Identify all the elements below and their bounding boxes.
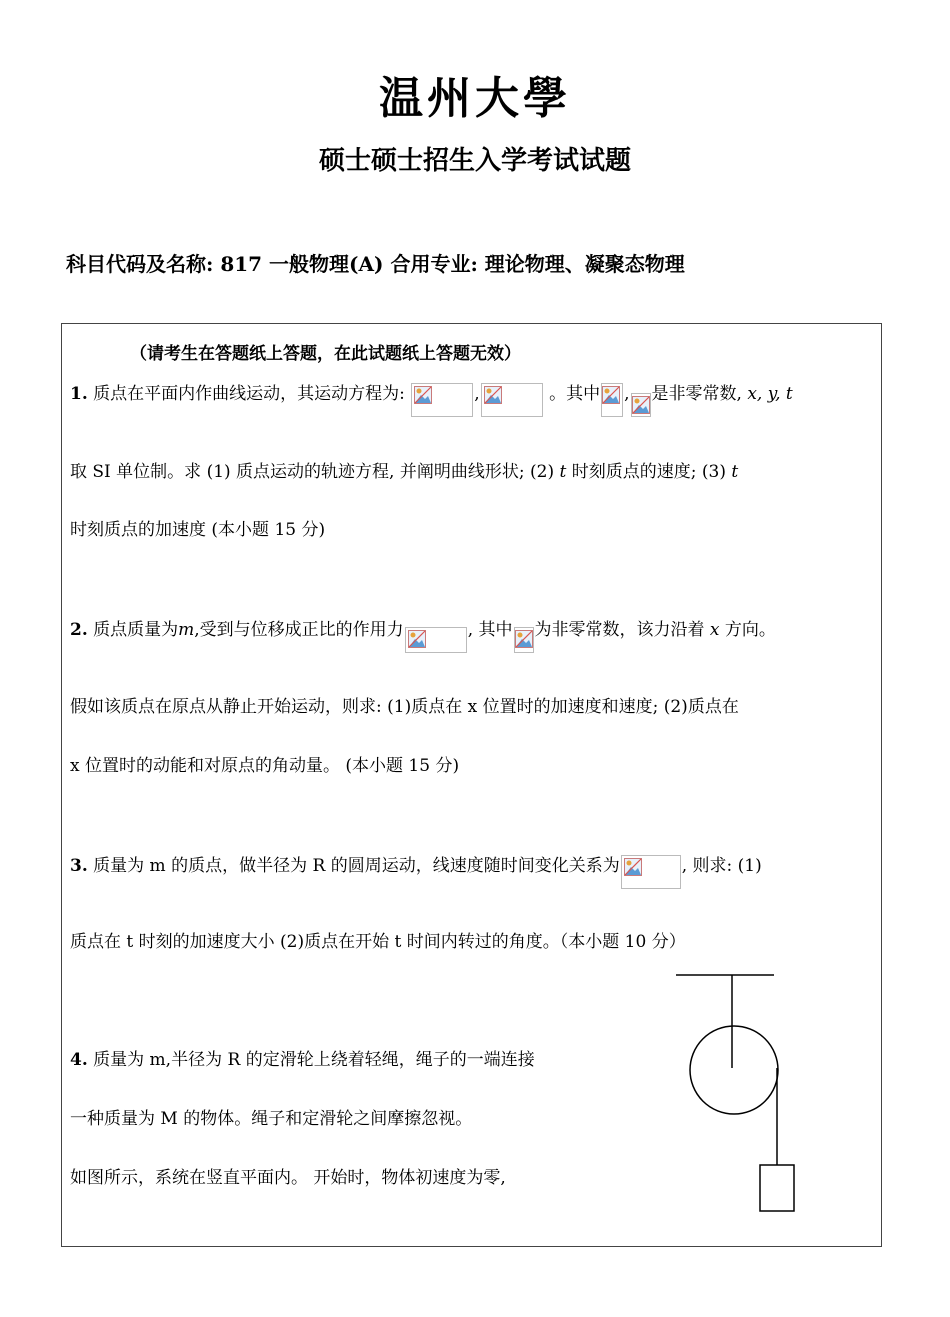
question-3-line-2: 质点在 t 时刻的加速度大小 (2)质点在开始 t 时间内转过的角度。（本小题 10 分） xyxy=(70,932,686,952)
broken-image-icon xyxy=(515,630,533,648)
question-3-line-1: 3. 质量为 m 的质点，做半径为 R 的圆周运动，线速度随时间变化关系为 , 则求: (1) xyxy=(70,855,762,889)
q1-text-d: , xyxy=(624,384,630,404)
formula-placeholder xyxy=(514,627,534,653)
question-number: 3. xyxy=(70,856,88,876)
broken-image-icon xyxy=(414,386,432,404)
broken-image-icon xyxy=(484,386,502,404)
question-1-line-1 xyxy=(70,383,793,417)
question-number: 4. xyxy=(70,1050,88,1070)
question-number: 1. xyxy=(70,384,88,404)
broken-image-icon xyxy=(632,396,650,414)
formula-placeholder xyxy=(621,855,681,889)
exam-title: 硕士硕士招生入学考试试题 xyxy=(318,146,631,176)
q1-text-b: , xyxy=(474,384,480,404)
q1-variables: x, y, t xyxy=(747,384,793,404)
formula-placeholder xyxy=(631,393,651,417)
question-2-line-3: x 位置时的动能和对原点的角动量。 (本小题 15 分) xyxy=(70,756,460,776)
subject-line: 科目代码及名称: 817 一般物理(A) 合用专业: 理论物理、凝聚态物理 xyxy=(66,252,685,276)
q1-text-e: 是非零常数, xyxy=(651,384,742,404)
question-1-line-2: 取 SI 单位制。求 (1) 质点运动的轨迹方程, 并阐明曲线形状; (2) t 时刻质点的速度; (3) t xyxy=(70,462,739,482)
formula-placeholder xyxy=(411,383,473,417)
university-logo: 温州大學 xyxy=(379,73,571,124)
formula-placeholder xyxy=(481,383,543,417)
question-4-line-1: 4. 质量为 m,半径为 R 的定滑轮上绕着轻绳，绳子的一端连接 xyxy=(70,1050,535,1070)
pulley-diagram xyxy=(676,968,796,1216)
q1-text-c: 。其中 xyxy=(549,384,601,404)
question-4-line-2: 一种质量为 M 的物体。绳子和定滑轮之间摩擦忽视。 xyxy=(70,1109,473,1129)
broken-image-icon xyxy=(624,858,642,876)
question-1-line-3: 时刻质点的加速度 (本小题 15 分) xyxy=(70,520,326,540)
pulley-wheel xyxy=(690,1026,778,1114)
q1-text-a: 质点在平面内作曲线运动，其运动方程为: xyxy=(93,384,405,404)
question-number: 2. xyxy=(70,620,88,640)
question-4-line-3: 如图所示，系统在竖直平面内。 开始时，物体初速度为零, xyxy=(70,1168,506,1188)
answer-notice: （请考生在答题纸上答题，在此试题纸上答题无效） xyxy=(130,344,521,364)
hanging-mass-block xyxy=(760,1165,794,1211)
formula-placeholder xyxy=(601,383,623,417)
question-2-line-2: 假如该质点在原点从静止开始运动，则求: (1)质点在 x 位置时的加速度和速度; (2)质点在 xyxy=(70,697,739,717)
broken-image-icon xyxy=(408,630,426,648)
question-2-line-1: 2. 质点质量为m,受到与位移成正比的作用力 , 其中 为非零常数，该力沿着 x 方向。 xyxy=(70,619,776,653)
broken-image-icon xyxy=(602,386,620,404)
formula-placeholder xyxy=(405,627,467,653)
